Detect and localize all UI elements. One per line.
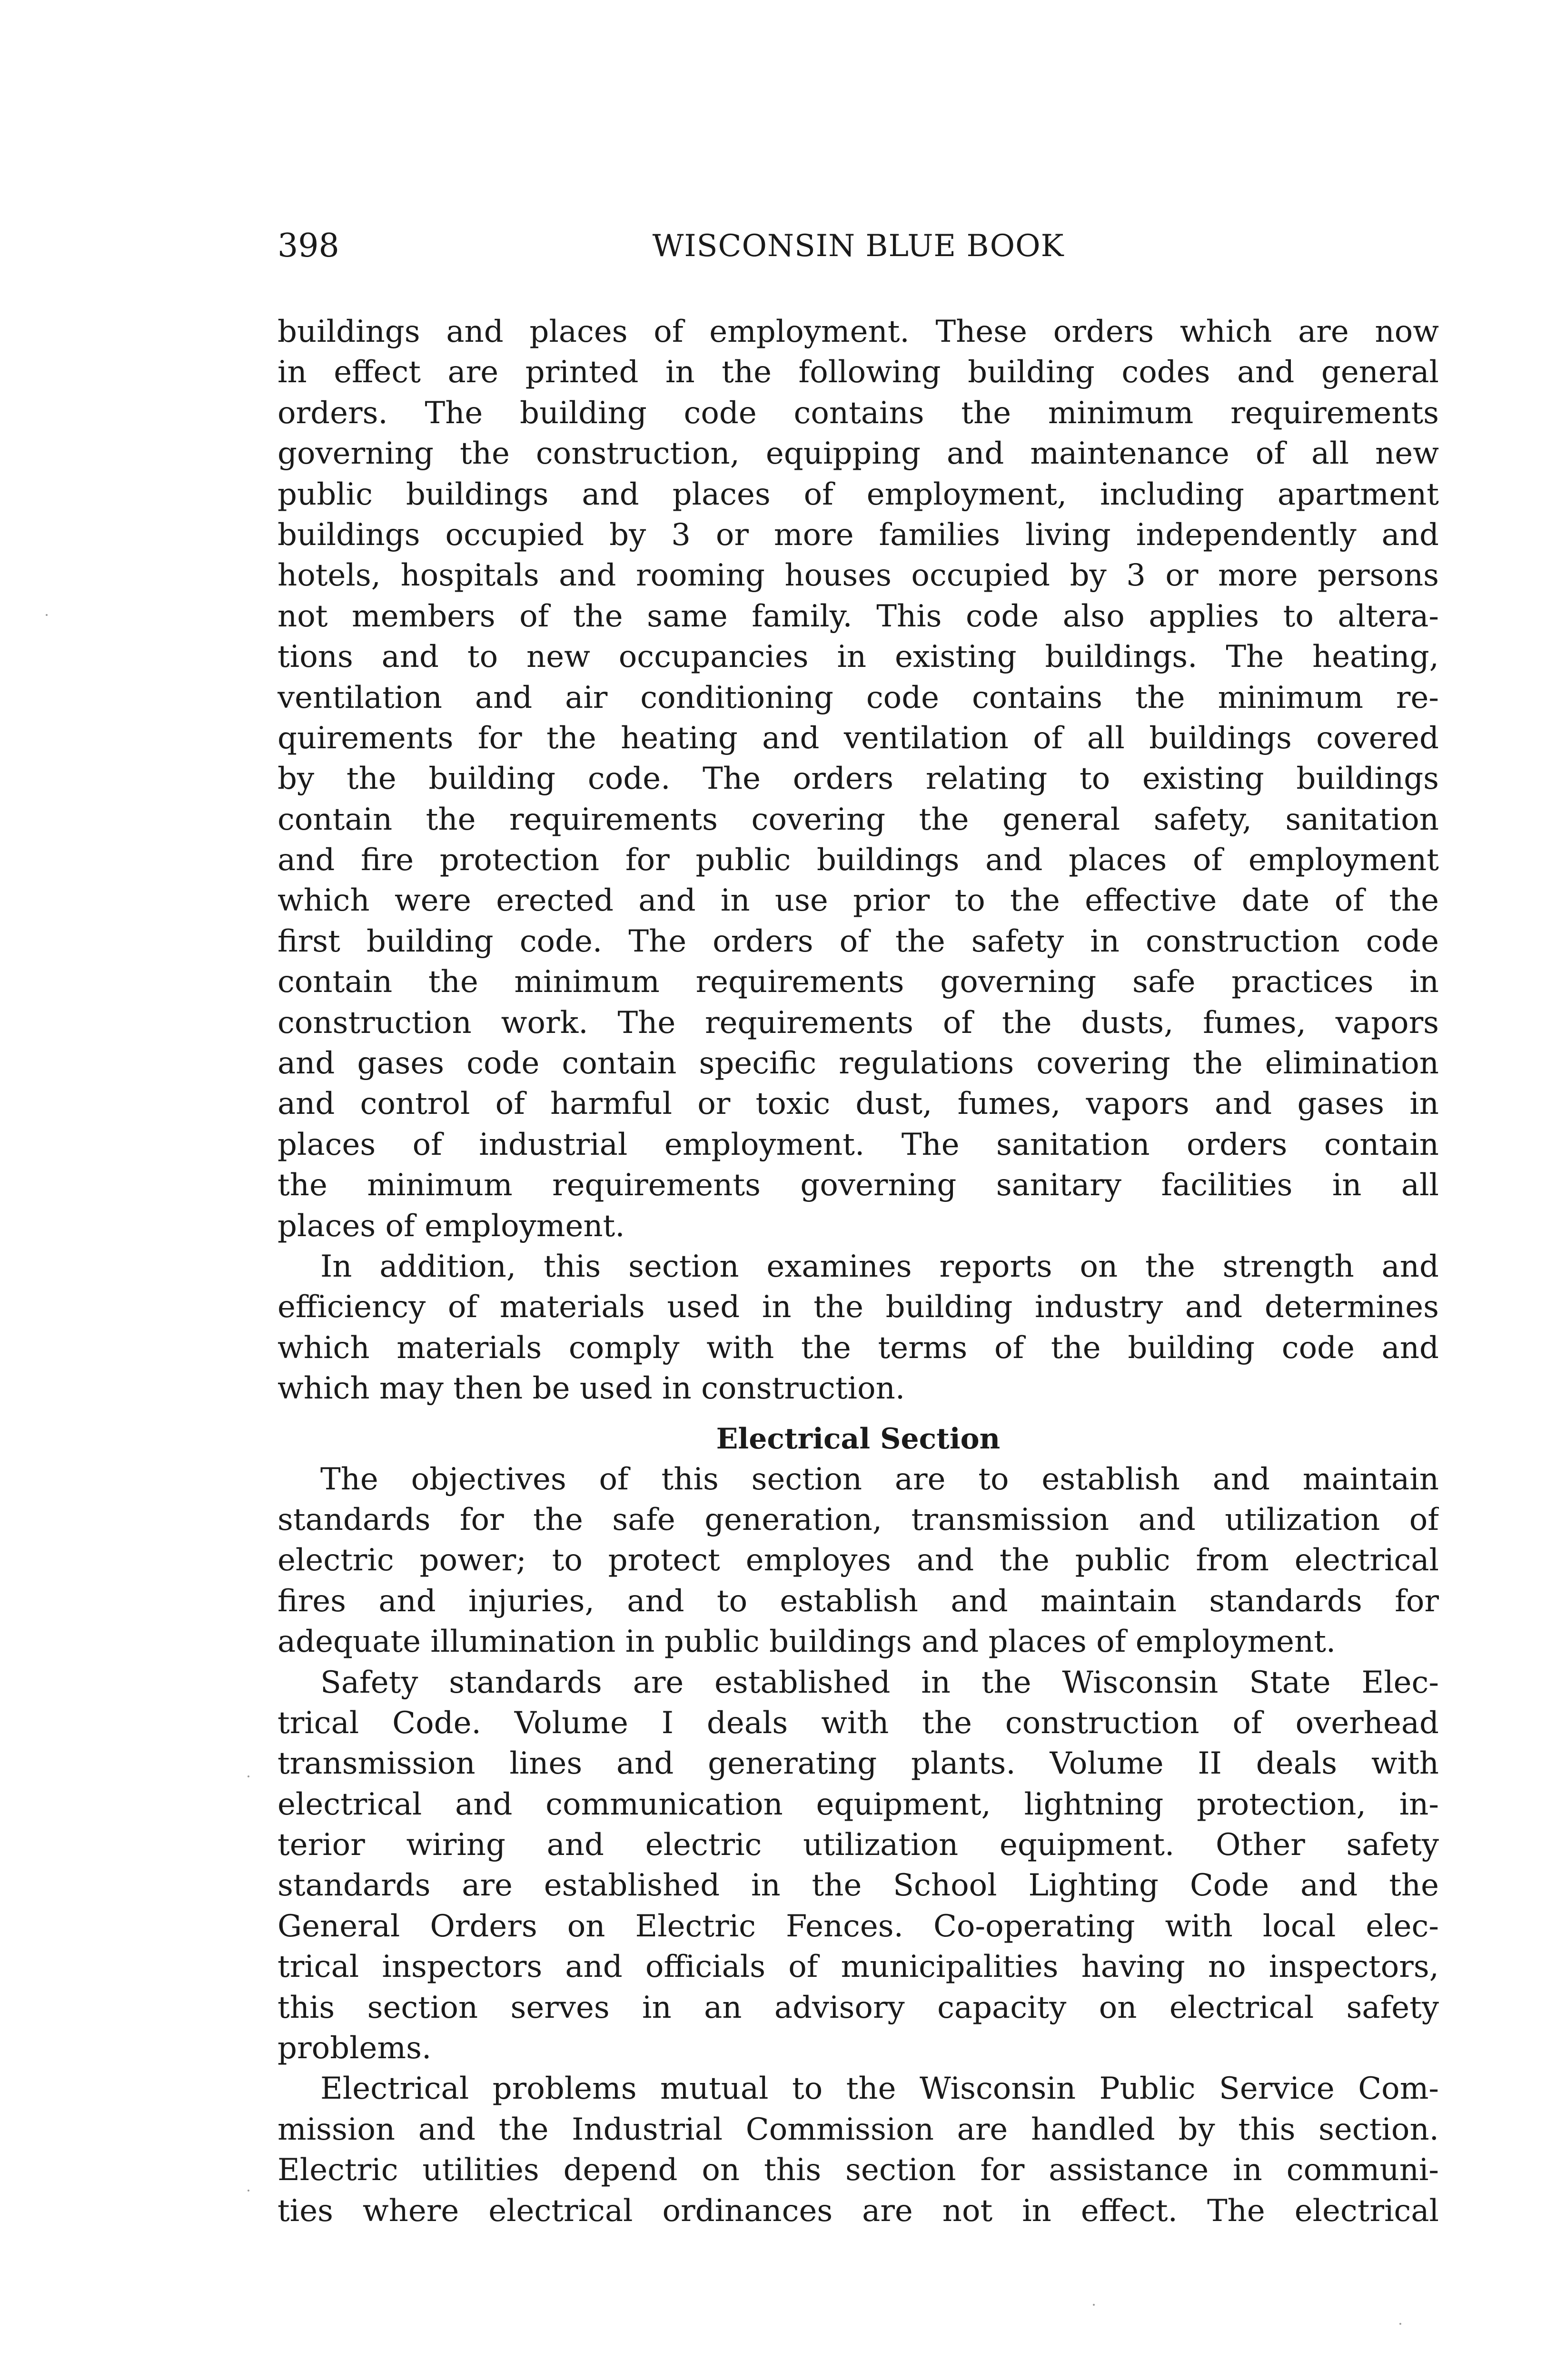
paragraph-p3 — [277, 1459, 1439, 1663]
text-line: governing the construction, equipping and maintenance of all new — [277, 436, 1439, 472]
text-line: the minimum requirements governing sanitary facilities in all — [277, 1168, 1439, 1203]
text-line: buildings occupied by 3 or more families living independently and — [277, 517, 1439, 553]
paragraph-p1 — [277, 312, 1439, 1247]
text-line: and control of harmful or toxic dust, fumes, vapors and gases in — [277, 1086, 1439, 1122]
text-line: and fire protection for public buildings and places of employment — [277, 843, 1439, 878]
text-line: first building code. The orders of the safety in construction code — [277, 923, 1439, 959]
text-line: not members of the same family. This code also applies to altera- — [277, 598, 1439, 634]
paragraph-p2 — [277, 1247, 1439, 1409]
text-line: this section serves in an advisory capacity on electrical safety — [277, 1990, 1439, 2025]
text-line: In addition, this section examines reports on the strength and — [320, 1249, 1439, 1284]
text-line: orders. The building code contains the minimum requirements — [277, 395, 1439, 431]
text-line: contain the requirements covering the general safety, sanitation — [277, 802, 1439, 837]
paragraph-p4 — [277, 1663, 1439, 2069]
text-line: tions and to new occupancies in existing buildings. The heating, — [277, 639, 1439, 675]
paragraph-p5 — [277, 2069, 1439, 2231]
text-line: which were erected and in use prior to the effective date of the — [277, 883, 1439, 919]
text-line: quirements for the heating and ventilation of all buildings covered — [277, 720, 1439, 756]
text-line: Electrical problems mutual to the Wisconsin Public Service Com- — [320, 2071, 1439, 2107]
text-line: transmission lines and generating plants. Volume II deals with — [277, 1746, 1439, 1782]
text-line: by the building code. The orders relating to existing buildings — [277, 761, 1439, 797]
body-text — [277, 312, 1439, 2231]
text-line: electrical and communication equipment, lightning protection, in- — [277, 1786, 1439, 1822]
text-line: buildings and places of employment. These orders which are now — [277, 314, 1439, 349]
text-line: places of industrial employment. The sanitation orders contain — [277, 1127, 1439, 1162]
text-line: electric power; to protect employes and the public from electrical — [277, 1543, 1439, 1578]
text-line: contain the minimum requirements governing safe practices in — [277, 964, 1439, 1000]
text-line: public buildings and places of employment, including apartment — [277, 476, 1439, 512]
text-line: ventilation and air conditioning code contains the minimum re- — [277, 680, 1439, 715]
text-line: Electric utilities depend on this section for assistance in communi- — [277, 2152, 1439, 2188]
section-heading: Electrical Section — [716, 1422, 1001, 1456]
text-line: fires and injuries, and to establish and maintain standards for — [277, 1583, 1439, 1619]
text-line: standards for the safe generation, transmission and utilization of — [277, 1502, 1439, 1537]
text-line: ties where electrical ordinances are not in effect. The electrical — [277, 2193, 1439, 2229]
text-line: problems. — [277, 2031, 432, 2066]
text-line: hotels, hospitals and rooming houses occupied by 3 or more persons — [277, 558, 1439, 594]
text-line: trical Code. Volume I deals with the construction of overhead — [277, 1705, 1439, 1741]
running-title: WISCONSIN BLUE BOOK — [652, 228, 1064, 264]
text-line: standards are established in the School Lighting Code and the — [277, 1868, 1439, 1904]
text-line: which materials comply with the terms of the building code and — [277, 1330, 1439, 1366]
text-line: construction work. The requirements of the dusts, fumes, vapors — [277, 1005, 1439, 1041]
text-line: efficiency of materials used in the building industry and determines — [277, 1289, 1439, 1325]
text-line: mission and the Industrial Commission are handled by this section. — [277, 2112, 1439, 2147]
text-line: in effect are printed in the following building codes and general — [277, 355, 1439, 390]
page-number: 398 — [277, 227, 339, 265]
text-line: trical inspectors and officials of municipalities having no inspectors, — [277, 1949, 1439, 1985]
text-line: adequate illumination in public buildings and places of employment. — [277, 1624, 1336, 1660]
text-line: places of employment. — [277, 1208, 625, 1244]
scan-speck — [1093, 2304, 1095, 2306]
scan-speck — [46, 614, 48, 616]
scan-speck — [248, 1775, 249, 1777]
text-line: terior wiring and electric utilization equipment. Other safety — [277, 1827, 1439, 1863]
text-line: and gases code contain specific regulations covering the elimination — [277, 1046, 1439, 1081]
text-line: General Orders on Electric Fences. Co-operating with local elec- — [277, 1908, 1439, 1944]
text-line: The objectives of this section are to establish and maintain — [320, 1461, 1439, 1497]
scan-speck — [1399, 2323, 1401, 2325]
scan-speck — [248, 2190, 249, 2192]
text-line: which may then be used in construction. — [277, 1371, 905, 1407]
text-line: Safety standards are established in the Wisconsin State Elec- — [320, 1665, 1439, 1700]
page-header — [277, 220, 1439, 272]
